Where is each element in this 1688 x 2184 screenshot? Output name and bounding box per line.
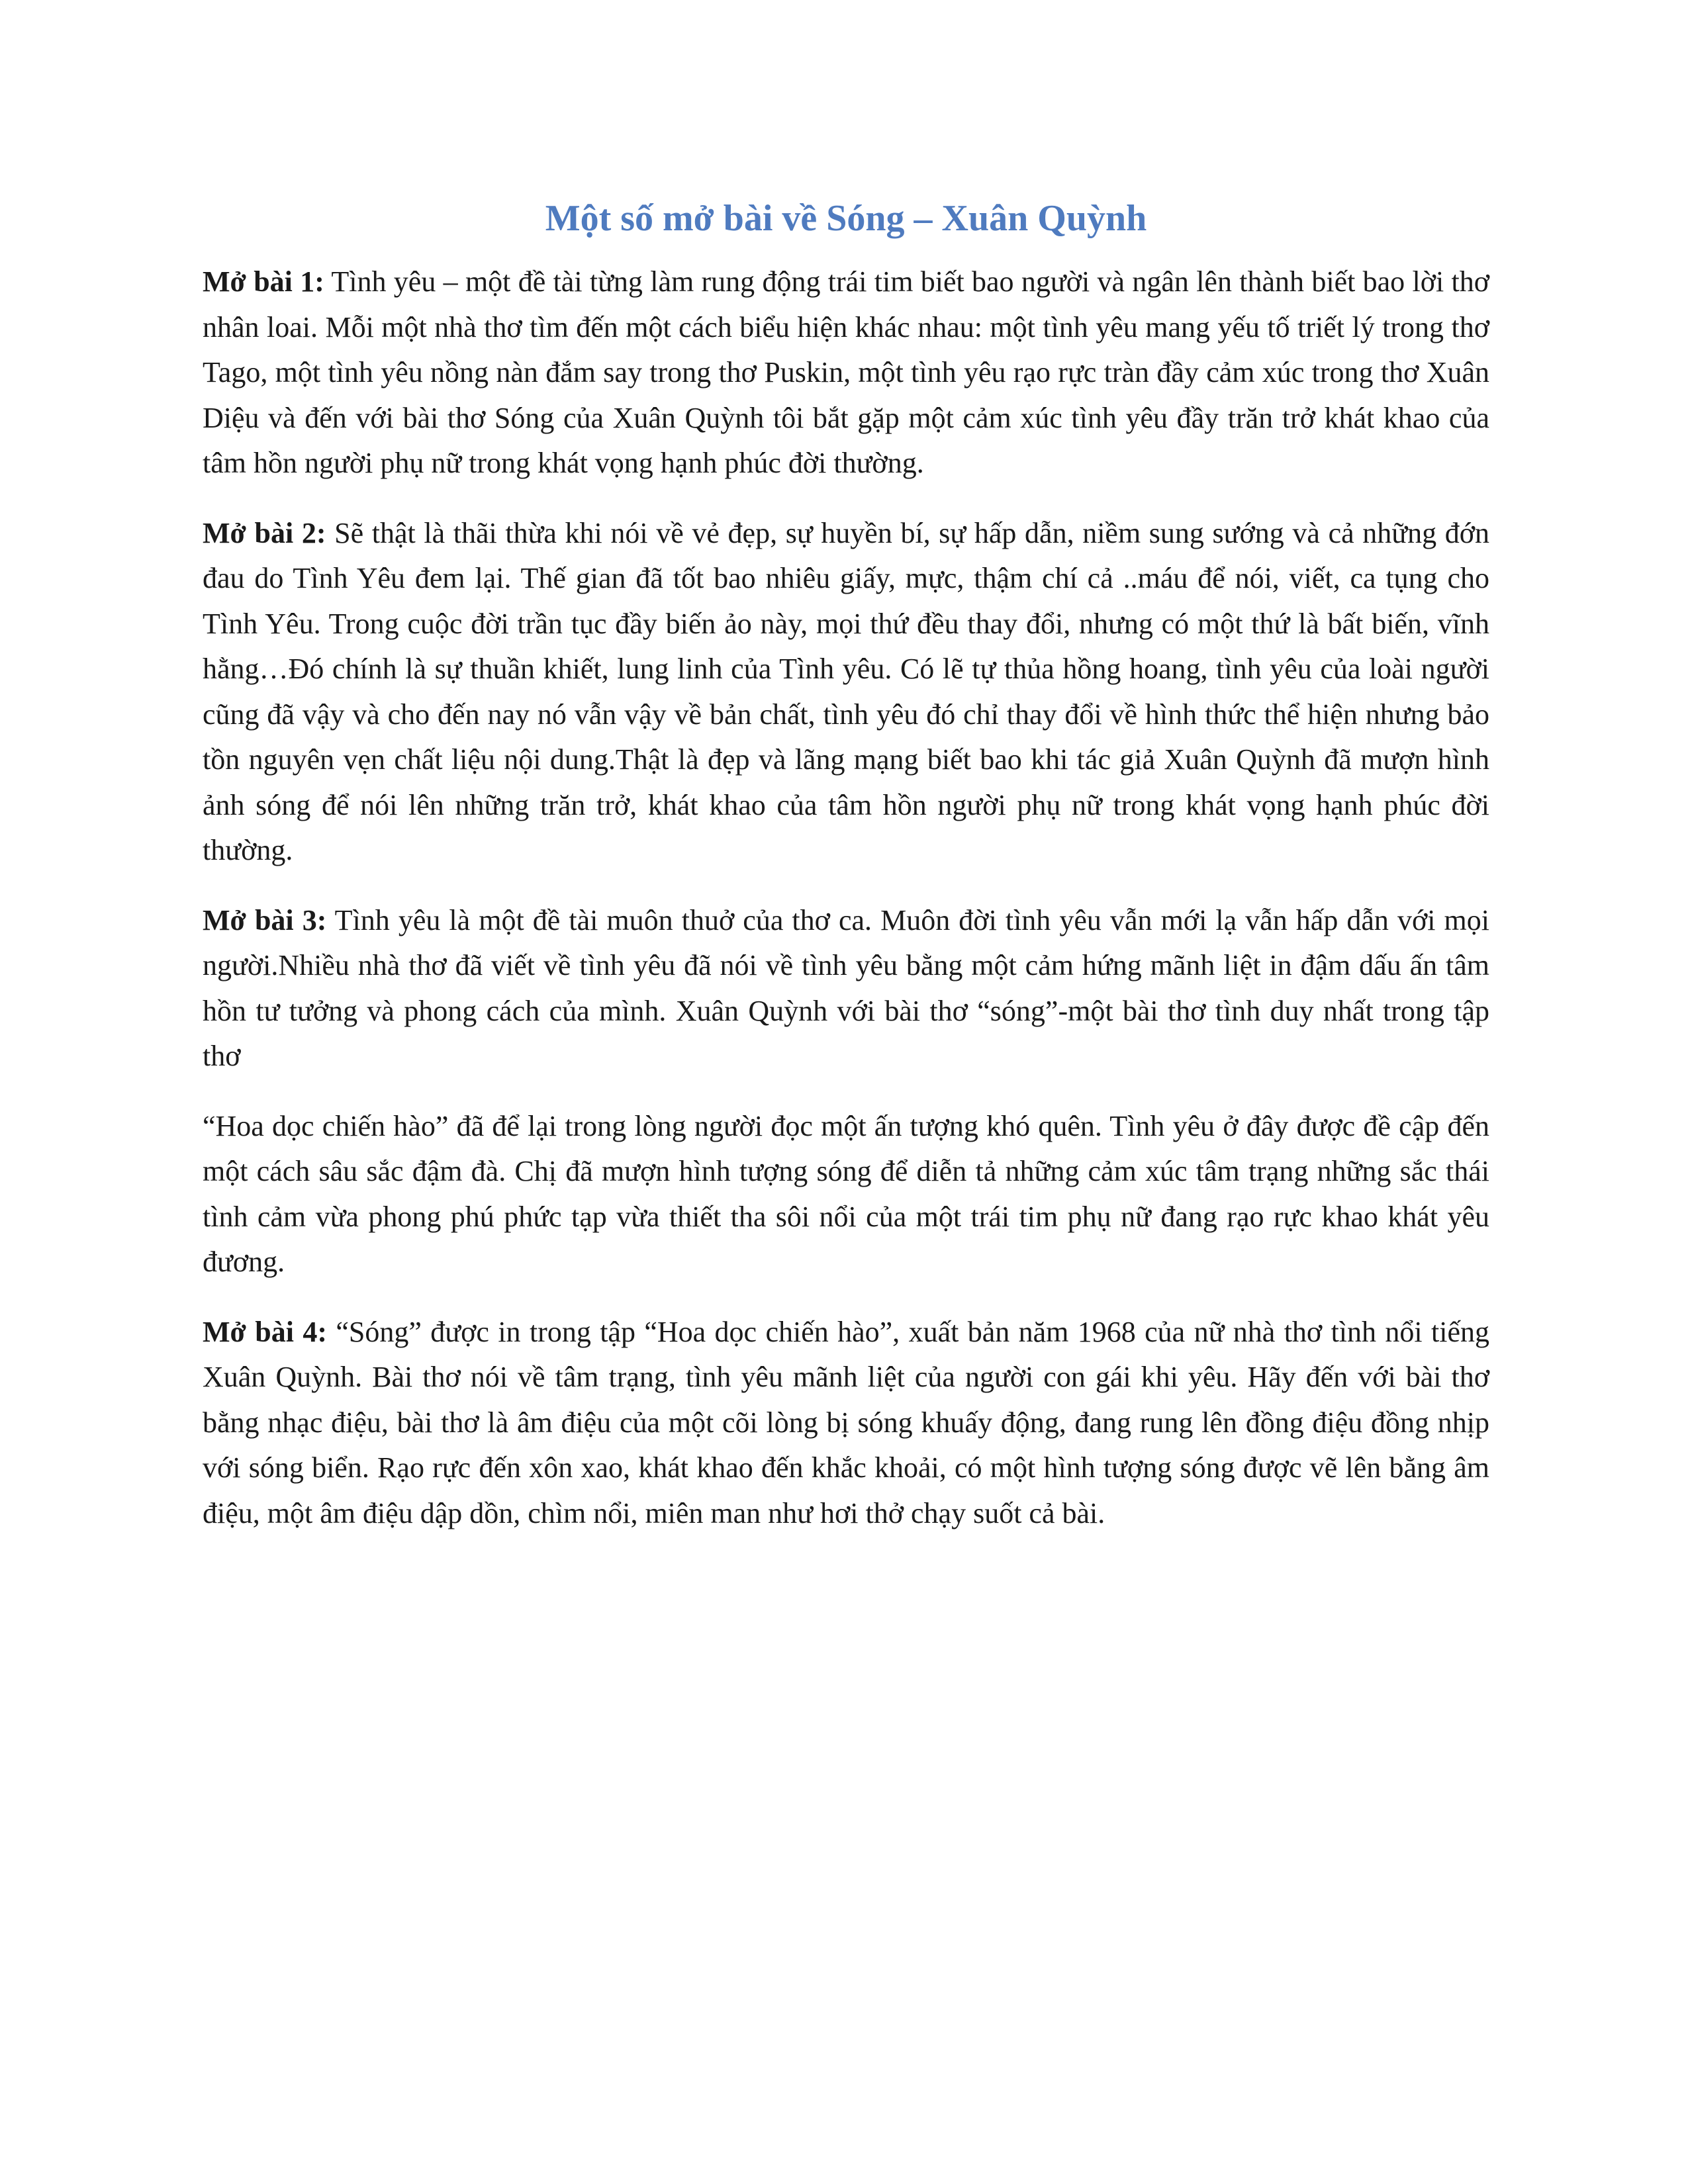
- paragraph-label: Mở bài 3:: [203, 903, 327, 936]
- paragraph-mo-bai-2: [203, 511, 1489, 874]
- paragraph-mo-bai-4: [203, 1310, 1489, 1537]
- paragraph-mo-bai-3-continued: [203, 1104, 1489, 1285]
- paragraph-text: Tình yêu – một đề tài từng làm rung động trái tim biết bao người và ngân lên thành biết bao lời thơ nhân loai. Mỗi một nhà thơ tìm đến một cách biểu hiện khác nhau: một tình yêu mang yếu tố triết lý trong thơ Tago, một tình yêu nồng nàn đắm say trong thơ Puskin, một tình yêu rạo rực tràn đầy cảm xúc trong thơ Xuân Diệu và đến với bài thơ Sóng của Xuân Quỳnh tôi bắt gặp một cảm xúc tình yêu đầy trăn trở khát khao của tâm hồn người phụ nữ trong khát vọng hạnh phúc đời thường.: [203, 265, 1489, 479]
- document-page: [203, 192, 1489, 1561]
- paragraph-text: “Hoa dọc chiến hào” đã để lại trong lòng người đọc một ấn tượng khó quên. Tình yêu ở đây được đề cập đến một cách sâu sắc đậm đà. Chị đã mượn hình tượng sóng để diễn tả những cảm xúc tâm trạng những sắc thái tình cảm vừa phong phú phức tạp vừa thiết tha sôi nổi của một trái tim phụ nữ đang rạo rực khao khát yêu đương.: [203, 1109, 1489, 1278]
- paragraph-text: Tình yêu là một đề tài muôn thuở của thơ ca. Muôn đời tình yêu vẫn mới lạ vẫn hấp dẫn với mọi người.Nhiều nhà thơ đã viết về tình yêu đã nói về tình yêu bằng một cảm hứng mãnh liệt in đậm dấu ấn tâm hồn tư tưởng và phong cách của mình. Xuân Quỳnh với bài thơ “sóng”-một bài thơ tình duy nhất trong tập thơ: [203, 903, 1489, 1072]
- paragraph-label: Mở bài 4:: [203, 1315, 328, 1348]
- paragraph-mo-bai-1: [203, 259, 1489, 486]
- document-title: Một số mở bài về Sóng – Xuân Quỳnh: [545, 198, 1147, 239]
- paragraph-mo-bai-3: [203, 898, 1489, 1079]
- paragraph-text: Sẽ thật là thãi thừa khi nói về vẻ đẹp, sự huyền bí, sự hấp dẫn, niềm sung sướng và cả những đớn đau do Tình Yêu đem lại. Thế gian đã tốt bao nhiêu giấy, mực, thậm chí cả ..máu để nói, viết, ca tụng cho Tình Yêu. Trong cuộc đời trần tục đầy biến ảo này, mọi thứ đều thay đổi, nhưng có một thứ là bất biến, vĩnh hằng…Đó chính là sự thuần khiết, lung linh của Tình yêu. Có lẽ tự thủa hồng hoang, tình yêu của loài người cũng đã vậy và cho đến nay nó vẫn vậy về bản chất, tình yêu đó chỉ thay đổi về hình thức thể hiện nhưng bảo tồn nguyên vẹn chất liệu nội dung.Thật là đẹp và lãng mạng biết bao khi tác giả Xuân Quỳnh đã mượn hình ảnh sóng để nói lên những trăn trở, khát khao của tâm hồn người phụ nữ trong khát vọng hạnh phúc đời thường.: [203, 516, 1489, 866]
- paragraph-label: Mở bài 2:: [203, 516, 326, 549]
- paragraph-text: “Sóng” được in trong tập “Hoa dọc chiến hào”, xuất bản năm 1968 của nữ nhà thơ tình nổi tiếng Xuân Quỳnh. Bài thơ nói về tâm trạng, tình yêu mãnh liệt của người con gái khi yêu. Hãy đến với bài thơ bằng nhạc điệu, bài thơ là âm điệu của một cõi lòng bị sóng khuấy động, đang rung lên đồng điệu đồng nhịp với sóng biển. Rạo rực đến xôn xao, khát khao đến khắc khoải, có một hình tượng sóng được vẽ lên bằng âm điệu, một âm điệu dập dồn, chìm nổi, miên man như hơi thở chạy suốt cả bài.: [203, 1315, 1489, 1529]
- paragraph-label: Mở bài 1:: [203, 265, 324, 298]
